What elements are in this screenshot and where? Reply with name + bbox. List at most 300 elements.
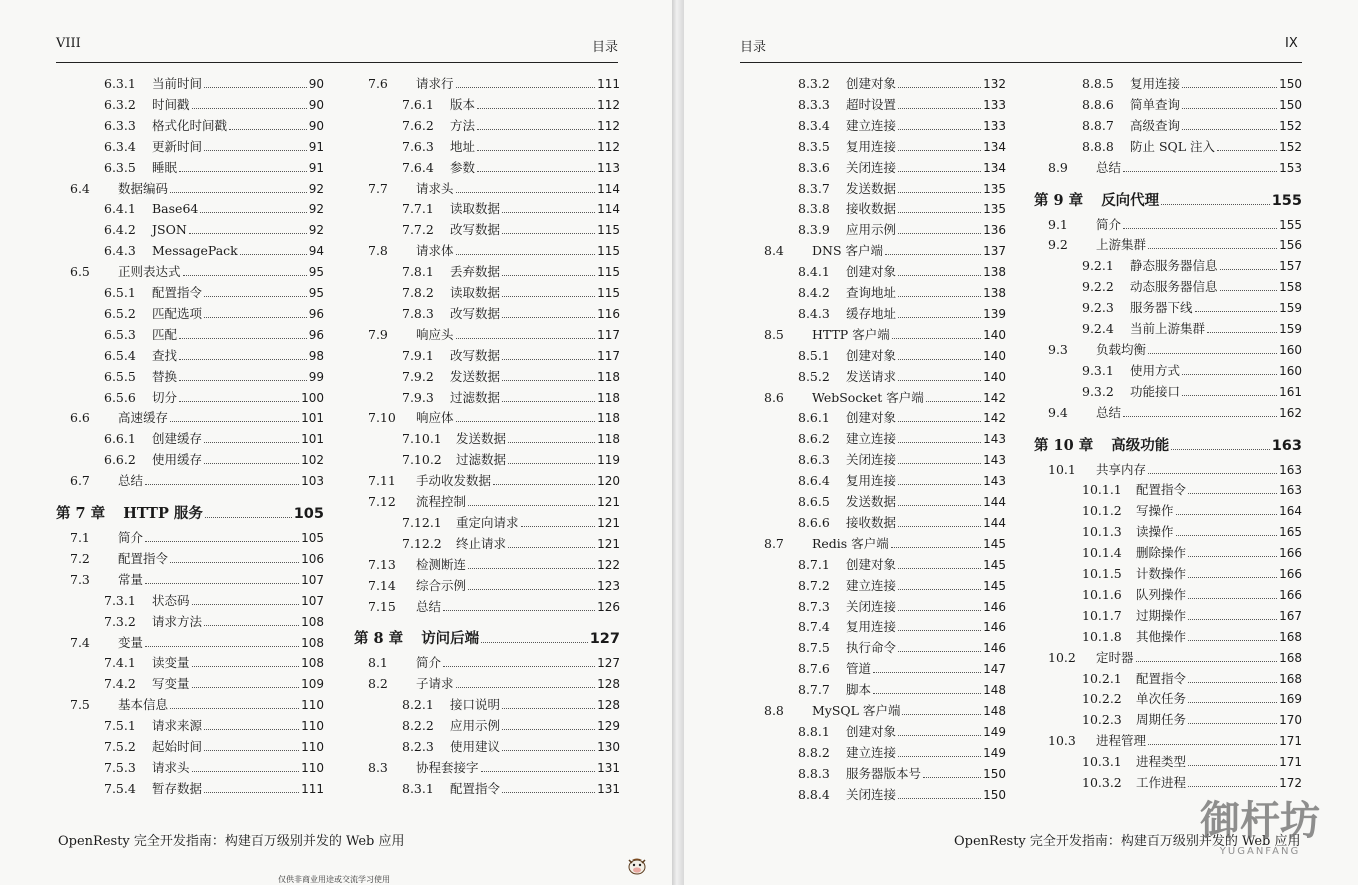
toc-entry	[750, 469, 1006, 489]
toc-entry-page: 159	[1279, 301, 1302, 316]
toc-entry	[354, 469, 620, 489]
toc-entry	[1034, 771, 1302, 791]
toc-entry-title: 复用连接	[846, 138, 897, 154]
toc-entry	[750, 783, 1006, 803]
dot-leader	[898, 505, 981, 506]
toc-entry	[1034, 604, 1302, 624]
toc-entry-page: 133	[983, 97, 1006, 112]
toc-entry-title: 执行命令	[846, 640, 897, 656]
toc-entry-number: 8.8.4	[798, 786, 830, 802]
toc-entry-title: 管道	[846, 661, 872, 677]
toc-entry-page: 121	[597, 495, 620, 509]
toc-entry-number: 8.8.1	[798, 723, 830, 739]
dot-leader	[1148, 353, 1277, 354]
toc-entry-title: 匹配	[152, 326, 178, 342]
svg-text:御杆坊: 御杆坊	[1200, 797, 1320, 844]
toc-entry-page: 149	[983, 724, 1006, 739]
dot-leader	[1182, 374, 1277, 375]
toc-entry-page: 140	[983, 327, 1006, 342]
toc-entry-page: 139	[983, 306, 1006, 321]
dot-leader	[204, 625, 299, 626]
toc-entry-page: 119	[597, 453, 620, 468]
toc-entry	[750, 156, 1006, 176]
toc-entry-title: 接收数据	[846, 514, 897, 530]
toc-entry-title: 创建对象	[846, 723, 897, 739]
toc-entry	[354, 135, 620, 155]
dot-leader	[898, 87, 981, 88]
dot-leader	[170, 421, 299, 422]
toc-entry-page: 112	[597, 118, 620, 133]
toc-entry	[354, 553, 620, 573]
toc-entry-number: 7.6.2	[402, 117, 434, 133]
toc-entry-page: 135	[983, 181, 1006, 196]
dot-leader	[898, 442, 981, 443]
toc-entry	[1034, 401, 1302, 421]
toc-entry-title: 正则表达式	[118, 264, 181, 280]
toc-entry-page: 115	[597, 223, 620, 238]
toc-entry-title: 创建对象	[846, 410, 897, 426]
toc-entry-page: 161	[1279, 384, 1302, 399]
toc-entry	[354, 511, 620, 531]
toc-entry-page: 120	[597, 474, 620, 489]
toc-entry-number: 6.6.1	[104, 431, 136, 447]
toc-entry	[56, 631, 324, 651]
toc-entry-page: 126	[597, 599, 620, 614]
toc-entry-title: 参数	[450, 159, 476, 175]
toc-entry-number: 9.2.2	[1082, 279, 1114, 295]
toc-entry-page: 96	[308, 327, 324, 342]
toc-entry-number: 7.4	[70, 634, 90, 650]
dot-leader	[898, 192, 981, 193]
dot-leader	[502, 401, 595, 402]
toc-entry-title: 改写数据	[450, 222, 501, 238]
dot-leader	[183, 275, 307, 276]
toc-entry-title: 当前时间	[152, 76, 203, 91]
toc-entry	[750, 302, 1006, 322]
toc-entry-number: 10.1.8	[1082, 628, 1122, 644]
toc-entry-title: 周期任务	[1136, 712, 1187, 728]
toc-entry-title: 总结	[1096, 404, 1122, 420]
toc-entry-title: 切分	[152, 389, 178, 405]
toc-entry-title: 应用示例	[450, 718, 501, 734]
toc-entry-number: 6.3.3	[104, 117, 136, 133]
toc-entry	[750, 177, 1006, 197]
toc-entry	[354, 777, 620, 797]
toc-entry-page: 144	[983, 515, 1006, 530]
toc-entry-number: 8.7.6	[798, 661, 830, 677]
toc-entry-number: 7.4.1	[104, 655, 136, 671]
toc-entry	[354, 365, 620, 385]
toc-entry-number: 10.1.3	[1082, 524, 1122, 540]
toc-entry-page: 118	[597, 390, 620, 405]
dot-leader	[1217, 150, 1277, 151]
toc-entry-page: 168	[1279, 650, 1302, 665]
toc-entry-number: 8.7.1	[798, 556, 830, 572]
toc-entry-number: 6.7	[70, 473, 90, 489]
toc-entry-number: 9.2.4	[1082, 321, 1114, 336]
toc-entry	[1034, 729, 1302, 749]
toc-entry-page: 118	[597, 432, 620, 447]
toc-entry	[56, 589, 324, 609]
dot-leader	[502, 729, 595, 730]
toc-entry	[750, 344, 1006, 364]
toc-entry-number: 8.5	[764, 326, 784, 342]
toc-entry	[354, 714, 620, 734]
toc-entry	[354, 239, 620, 259]
toc-entry-number: 9.2.1	[1082, 258, 1114, 274]
toc-entry-page: 146	[983, 599, 1006, 614]
toc-entry	[354, 490, 620, 510]
toc-entry-title: 发送数据	[456, 431, 507, 447]
toc-entry-page: 148	[983, 683, 1006, 698]
dot-leader	[204, 442, 299, 443]
toc-entry-number: 6.4.3	[104, 243, 136, 259]
dot-leader	[204, 296, 307, 297]
toc-entry-page: 136	[983, 223, 1006, 238]
dot-leader	[170, 192, 307, 193]
dot-leader	[170, 562, 299, 563]
toc-entry	[354, 323, 620, 343]
toc-entry	[56, 281, 324, 301]
dot-leader	[1182, 395, 1277, 396]
toc-entry-number: 8.3.4	[798, 117, 830, 133]
toc-entry-number: 8.7.5	[798, 640, 830, 656]
dot-leader	[145, 583, 299, 584]
toc-entry-page: 114	[597, 181, 620, 196]
dot-leader	[902, 714, 981, 715]
toc-entry	[354, 93, 620, 113]
toc-entry-title: 子请求	[416, 676, 454, 692]
toc-entry-title: 工作进程	[1136, 775, 1187, 790]
toc-entry-number: 9.4	[1048, 404, 1068, 420]
toc-entry-page: 101	[301, 411, 324, 426]
toc-entry-page: 108	[301, 614, 324, 629]
dot-leader	[1182, 87, 1277, 88]
toc-entry-number: 8.3.2	[798, 76, 830, 91]
toc-entry	[1034, 233, 1302, 253]
toc-entry-number: 9.1	[1048, 216, 1068, 232]
dot-leader	[1148, 248, 1277, 249]
dot-leader	[204, 750, 299, 751]
toc-entry-title: 高级功能	[1111, 436, 1170, 454]
toc-entry-title: 进程类型	[1136, 754, 1187, 770]
dot-leader	[898, 630, 981, 631]
page-number-left: VIII	[56, 36, 81, 51]
toc-entry-title: 复用连接	[846, 473, 897, 489]
toc-entry	[1034, 458, 1302, 478]
toc-entry-title: 总结	[416, 598, 442, 614]
toc-entry	[1034, 583, 1302, 603]
toc-entry-number: 8.4.2	[798, 285, 830, 300]
toc-entry-number: 8.6.6	[798, 514, 830, 530]
dot-leader	[240, 254, 307, 255]
toc-entry-page: 123	[597, 578, 620, 593]
toc-entry	[750, 93, 1006, 113]
dot-leader	[192, 666, 300, 667]
toc-entry-number: 7.8	[368, 243, 388, 259]
toc-entry-page: 146	[983, 641, 1006, 656]
toc-entry	[750, 490, 1006, 510]
toc-entry-title: Base64	[152, 201, 199, 217]
toc-entry-number: 7.7.2	[402, 222, 434, 238]
toc-entry-title: 使用方式	[1130, 362, 1181, 378]
toc-entry-number: 7.10	[368, 410, 396, 426]
toc-entry-page: 94	[308, 244, 324, 259]
toc-entry-title: 动态服务器信息	[1130, 279, 1218, 295]
toc-entry-title: 丢弃数据	[450, 264, 501, 280]
dot-leader	[502, 750, 595, 751]
toc-entry-page: 131	[597, 760, 620, 775]
toc-entry	[354, 651, 620, 671]
toc-entry-title: 请求头	[152, 759, 190, 775]
toc-entry-title: 单次任务	[1136, 691, 1187, 707]
dot-leader	[1220, 290, 1278, 291]
toc-entry-page: 110	[301, 719, 324, 734]
header-rule-left	[56, 62, 618, 63]
toc-entry-number: 8.5.2	[798, 368, 830, 384]
toc-entry-page: 166	[1279, 546, 1302, 561]
toc-entry-number: 7.5.2	[104, 739, 136, 754]
toc-entry-title: JSON	[152, 222, 187, 238]
toc-entry-number: 8.3.1	[402, 780, 434, 796]
toc-entry-number: 7.12.2	[402, 535, 442, 551]
dot-leader	[192, 108, 307, 109]
toc-entry-number: 8.8.5	[1082, 76, 1114, 91]
toc-entry	[56, 239, 324, 259]
toc-entry-page: 106	[301, 551, 324, 566]
toc-entry-number: 8.7.3	[798, 598, 830, 614]
toc-entry-title: 计数操作	[1136, 566, 1187, 581]
toc-entry-number: 8.4.3	[798, 305, 830, 321]
toc-entry-title: 请求方法	[152, 613, 203, 629]
toc-entry-number: 6.4	[70, 180, 90, 196]
dot-leader	[898, 484, 981, 485]
toc-entry-title: 建立连接	[846, 744, 897, 760]
toc-entry-number: 8.3.7	[798, 180, 830, 196]
toc-entry-number: 7.3.2	[104, 613, 136, 629]
toc-entry	[56, 651, 324, 671]
toc-entry	[56, 197, 324, 217]
dot-leader	[898, 380, 981, 381]
toc-entry-page: 152	[1279, 118, 1302, 133]
toc-entry-number: 6.5.3	[104, 326, 136, 342]
toc-entry-title: 其他操作	[1136, 628, 1187, 644]
toc-entry	[1034, 687, 1302, 707]
toc-entry-title: 请求头	[416, 180, 454, 196]
dot-leader	[145, 541, 299, 542]
toc-entry	[354, 427, 620, 447]
toc-entry-page: 92	[308, 181, 324, 196]
toc-entry-number: 7.11	[368, 473, 396, 489]
toc-entry-number: 6.3.4	[104, 138, 136, 154]
toc-chapter-entry	[1034, 185, 1302, 209]
dot-leader	[179, 359, 307, 360]
toc-entry-page: 116	[597, 306, 620, 321]
toc-entry-page: 167	[1279, 608, 1302, 623]
toc-entry	[750, 699, 1006, 719]
toc-entry-title: 常量	[118, 571, 144, 587]
toc-entry-page: 112	[597, 97, 620, 112]
toc-entry	[750, 427, 1006, 447]
toc-entry-number: 8.8.6	[1082, 96, 1114, 112]
toc-entry	[1034, 380, 1302, 400]
dot-leader	[898, 651, 981, 652]
toc-entry	[56, 135, 324, 155]
toc-entry-page: 163	[1279, 462, 1302, 477]
toc-entry-title: 建立连接	[846, 117, 897, 133]
toc-entry-number: 10.3.1	[1082, 754, 1122, 770]
dot-leader	[1123, 228, 1277, 229]
toc-entry-title: 创建对象	[846, 76, 897, 91]
book-gutter	[672, 0, 684, 885]
dot-leader	[456, 192, 596, 193]
toc-entry	[354, 218, 620, 238]
toc-entry-number: 9.2.3	[1082, 300, 1114, 316]
dot-leader	[481, 771, 596, 772]
toc-entry	[750, 365, 1006, 385]
dot-leader	[204, 729, 299, 730]
toc-entry	[354, 197, 620, 217]
toc-entry-number: 8.6.1	[798, 410, 830, 426]
toc-entry-page: 150	[1279, 97, 1302, 112]
toc-entry-number: 6.5.4	[104, 347, 136, 363]
toc-entry	[56, 218, 324, 238]
toc-entry-page: 105	[301, 531, 324, 545]
toc-entry-number: 8.3.3	[798, 96, 830, 112]
toc-entry-title: 共享内存	[1096, 461, 1147, 477]
toc-entry-page: 90	[308, 77, 324, 91]
toc-entry-number: 6.3.2	[104, 96, 136, 112]
toc-entry-number: 8.6.2	[798, 431, 830, 447]
dot-leader	[1182, 108, 1277, 109]
dot-leader	[493, 484, 595, 485]
toc-entry	[1034, 338, 1302, 358]
toc-entry-title: 读取数据	[450, 285, 501, 300]
dot-leader	[1188, 493, 1277, 494]
toc-entry-number: 10.1.5	[1082, 566, 1122, 581]
toc-entry-page: 172	[1279, 776, 1302, 790]
toc-entry	[1034, 541, 1302, 561]
dot-leader	[898, 212, 981, 213]
toc-entry-number: 8.7.4	[798, 619, 830, 635]
toc-entry-title: 请求体	[416, 243, 454, 259]
toc-entry-page: 99	[308, 369, 324, 384]
toc-entry	[1034, 72, 1302, 92]
dot-leader	[145, 484, 299, 485]
toc-entry-number: 10.3	[1048, 733, 1076, 749]
toc-entry-number: 7.12.1	[402, 514, 442, 530]
toc-entry-number: 7.5	[70, 697, 90, 713]
toc-entry	[56, 610, 324, 630]
toc-entry-number: 6.5.1	[104, 285, 136, 300]
dot-leader	[1188, 556, 1277, 557]
dot-leader	[1136, 661, 1278, 662]
toc-entry-number: 8.4.1	[798, 264, 830, 280]
toc-entry-page: 100	[301, 390, 324, 405]
toc-entry	[354, 735, 620, 755]
toc-entry-title: 进程管理	[1096, 733, 1147, 749]
toc-entry-title: 查找	[152, 347, 178, 363]
toc-entry	[1034, 135, 1302, 155]
dot-leader	[502, 212, 595, 213]
toc-entry-title: 综合示例	[416, 577, 467, 593]
toc-entry-page: 170	[1279, 713, 1302, 728]
toc-entry-title: 改写数据	[450, 305, 501, 321]
dot-leader	[898, 108, 981, 109]
toc-entry-page: 145	[983, 557, 1006, 572]
toc-entry-title: 复用连接	[846, 619, 897, 635]
toc-entry-page: 143	[983, 453, 1006, 468]
dot-leader	[204, 87, 307, 88]
toc-entry-page: 115	[597, 244, 620, 259]
toc-entry-page: 110	[301, 740, 324, 754]
toc-entry-page: 160	[1279, 363, 1302, 378]
toc-entry-number: 10.1.6	[1082, 586, 1122, 602]
toc-entry-number: 10.1.2	[1082, 503, 1122, 519]
toc-entry-title: 关闭连接	[846, 159, 897, 175]
toc-entry-page: 147	[983, 662, 1006, 677]
toc-entry-page: 159	[1279, 322, 1302, 336]
toc-entry-number: 7.7.1	[402, 201, 434, 217]
toc-entry-page: 166	[1279, 567, 1302, 581]
dot-leader	[477, 171, 595, 172]
toc-entry-number: 7.9.3	[402, 389, 434, 405]
dot-leader	[179, 338, 307, 339]
toc-entry-title: 接口说明	[450, 697, 501, 713]
toc-entry-number: 8.3	[368, 759, 388, 775]
toc-entry-page: 91	[308, 139, 324, 154]
dot-leader	[456, 338, 596, 339]
toc-entry-page: 98	[308, 348, 324, 363]
toc-entry-number: 7.12	[368, 494, 396, 509]
toc-entry-page: 114	[597, 202, 620, 217]
toc-entry-number: 7.10.2	[402, 452, 442, 468]
toc-entry-title: 改写数据	[450, 347, 501, 363]
toc-entry-number: 8.1	[368, 655, 388, 671]
toc-entry-page: 107	[301, 572, 324, 587]
toc-entry-page: 134	[983, 139, 1006, 154]
toc-entry-number: 10.2	[1048, 649, 1076, 665]
dot-leader	[898, 756, 981, 757]
toc-entry-number: 8.6	[764, 389, 784, 405]
toc-entry-number: 6.5.5	[104, 368, 136, 384]
toc-entry-page: 169	[1279, 692, 1302, 707]
toc-entry	[1034, 213, 1302, 233]
toc-entry-title: 简介	[416, 655, 442, 671]
toc-entry-title: 建立连接	[846, 431, 897, 447]
toc-entry-page: 105	[293, 506, 324, 522]
toc-entry-page: 110	[301, 698, 324, 713]
toc-entry-number: 9.3.2	[1082, 383, 1114, 399]
toc-entry	[1034, 562, 1302, 582]
toc-entry-title: 协程套接字	[416, 759, 479, 775]
toc-entry-page: 130	[597, 740, 620, 754]
toc-entry	[354, 386, 620, 406]
toc-entry-page: 108	[301, 656, 324, 671]
dot-leader	[170, 708, 299, 709]
toc-entry-number: 9.3	[1048, 341, 1068, 357]
toc-entry	[750, 615, 1006, 635]
toc-entry-title: 总结	[1096, 159, 1122, 175]
toc-entry-number: 8.8	[764, 703, 784, 718]
toc-entry	[354, 72, 620, 92]
toc-entry-number: 10.2.1	[1082, 670, 1122, 686]
dot-leader	[923, 777, 981, 778]
toc-entry-title: 版本	[450, 96, 476, 112]
toc-entry-page: 95	[308, 286, 324, 300]
toc-entry	[56, 693, 324, 713]
header-rule-right	[740, 62, 1302, 63]
